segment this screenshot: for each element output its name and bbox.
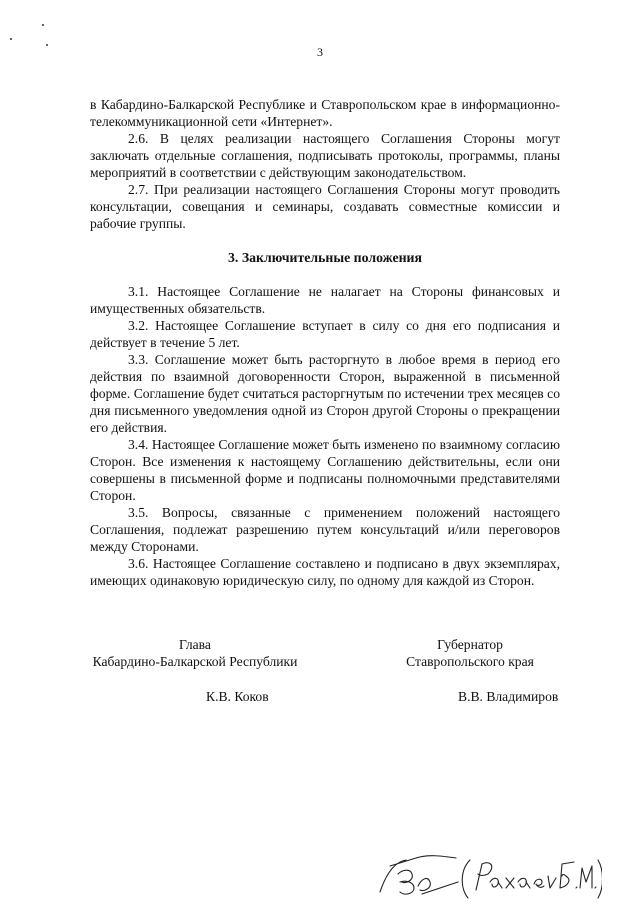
handwritten-note-text: (Рахаев Б.М.) (372, 852, 378, 853)
paragraph-clause-3-1: 3.1. Настоящее Соглашение не налагает на Стороны финансовых и имущественных обязательств. (90, 284, 560, 316)
right-signatory-title (370, 636, 570, 670)
page-number: 3 (317, 45, 323, 59)
section-heading: 3. Заключительные положения (228, 250, 422, 265)
paragraph-clause-3-6: 3.6. Настоящее Соглашение составлено и подписано в двух экземплярах, имеющих одинаковую юридическую силу, по одному для каждой из Сторон. (90, 556, 560, 588)
document-body (90, 96, 560, 589)
left-signatory-position: Глава (179, 637, 211, 652)
paragraph-clause-2-7: 2.7. При реализации настоящего Соглашения Стороны могут проводить консультации, совещания и семинары, создавать совместные комиссии и рабочие группы. (90, 182, 560, 231)
left-signatory-region: Кабардино-Балкарской Республики (92, 654, 298, 669)
signature-block (80, 636, 570, 716)
right-signatory-name: В.В. Владимиров (458, 689, 559, 704)
paragraph-clause-3-4: 3.4. Настоящее Соглашение может быть изменено по взаимному согласию Сторон. Все изменения к настоящему Соглашению действительны, если они совершены в письменной форме и подписаны полномочными представителями Сторон. (90, 437, 560, 503)
handwritten-signature (372, 852, 602, 902)
paragraph-clause-3-2: 3.2. Настоящее Соглашение вступает в силу со дня его подписания и действует в течение 5 лет. (90, 318, 560, 350)
right-signatory-region: Ставропольского края (406, 654, 534, 669)
paragraph-clause-3-3: 3.3. Соглашение может быть расторгнуто в любое время в период его действия по взаимной договоренности Сторон, выраженной в письменной форме. Соглашение будет считаться расторгнутым по истечении трех месяцев со дня письменного уведомления одной из Сторон другой Стороны о прекращении его действия. (90, 352, 560, 435)
paragraph-clause-3-5: 3.5. Вопросы, связанные с применением положений настоящего Соглашения, подлежат разрешению путем консультаций и/или переговоров между Сторонами. (90, 505, 560, 554)
scan-dot-2 (10, 38, 12, 40)
left-signatory-title (80, 636, 310, 670)
scan-dot-1 (42, 24, 44, 26)
right-signatory-position: Губернатор (437, 637, 503, 652)
paragraph-continuation: в Кабардино-Балкарской Республике и Ставропольском крае в информационно-телекоммуникационной сети «Интернет». (90, 97, 560, 129)
left-signatory-name: К.В. Коков (206, 689, 269, 704)
paragraph-clause-2-6: 2.6. В целях реализации настоящего Соглашения Стороны могут заключать отдельные соглашения, подписывать протоколы, программы, планы мероприятий в соответствии с действующим законодательством. (90, 131, 560, 180)
